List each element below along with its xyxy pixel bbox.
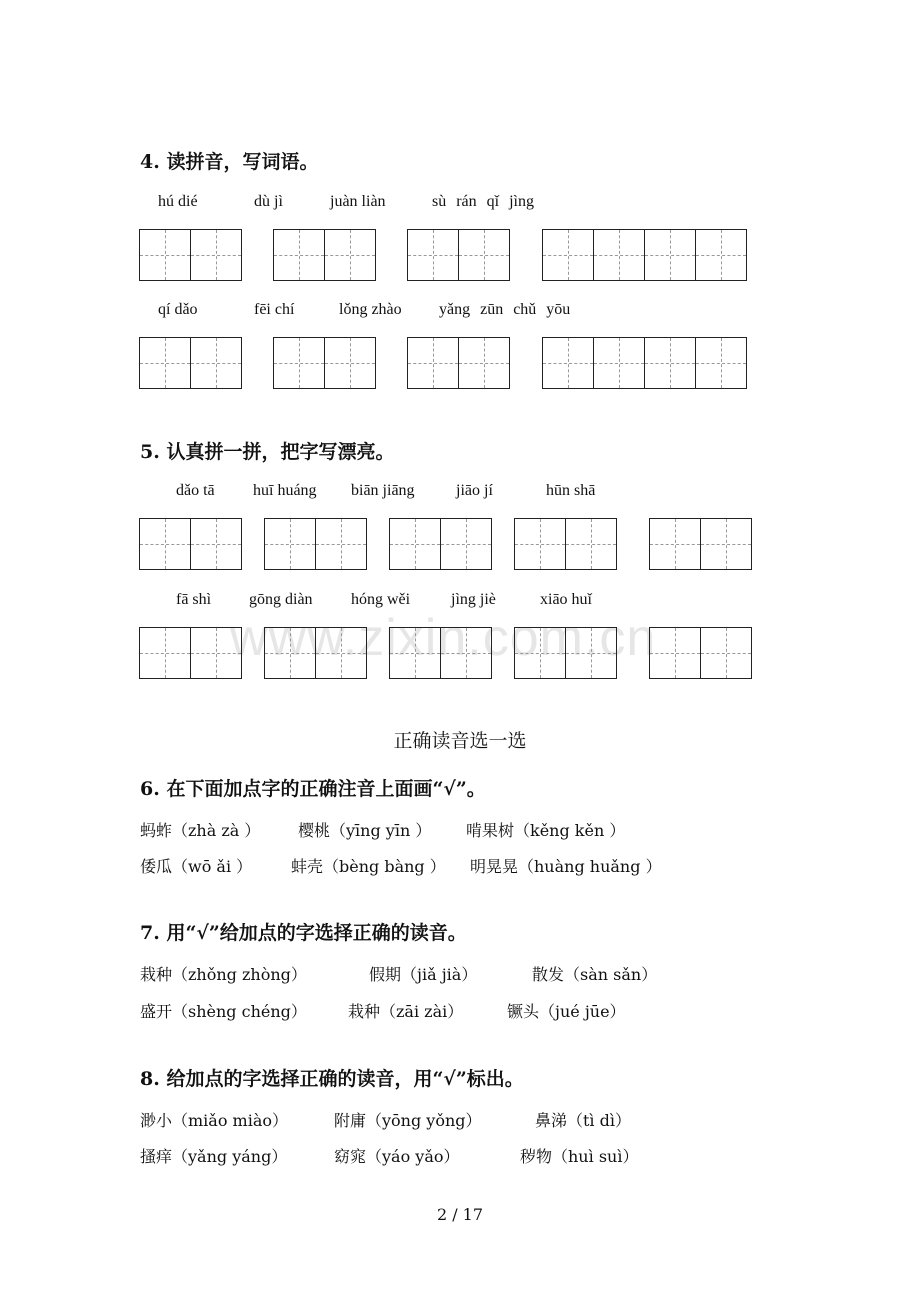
option-item: 秽物（huì suì） bbox=[520, 1147, 639, 1166]
option-item: 栽种（zāi zài） bbox=[348, 1002, 464, 1021]
option-item: 渺小（miǎo miào） bbox=[140, 1111, 289, 1130]
writing-grid[interactable] bbox=[542, 337, 747, 389]
option-item: 栽种（zhǒng zhòng） bbox=[140, 965, 307, 984]
option-item: 镢头（jué jūe） bbox=[507, 1002, 626, 1021]
option-item: 搔痒（yǎng yáng） bbox=[140, 1147, 288, 1166]
writing-grid[interactable] bbox=[139, 518, 242, 570]
writing-grid[interactable] bbox=[514, 518, 617, 570]
writing-grid[interactable] bbox=[273, 229, 376, 281]
pinyin: hóng wěi bbox=[351, 591, 411, 608]
option-item: 假期（jiǎ jià） bbox=[369, 965, 478, 984]
writing-grid[interactable] bbox=[407, 229, 510, 281]
section-title: 正确读音选一选 bbox=[393, 730, 527, 752]
option-item: 窈窕（yáo yǎo） bbox=[334, 1147, 460, 1166]
writing-grid[interactable] bbox=[264, 518, 367, 570]
question-8-title: 8. 给加点的字选择正确的读音，用“√”标出。 bbox=[140, 1068, 524, 1090]
option-item: 樱桃（yīng yīn ） bbox=[298, 821, 432, 840]
question-7-title: 7. 用“√”给加点的字选择正确的读音。 bbox=[140, 922, 467, 944]
pinyin: dù jì bbox=[254, 193, 283, 210]
pinyin: xiāo huǐ bbox=[540, 591, 592, 608]
pinyin: hūn shā bbox=[546, 482, 596, 499]
option-item: 盛开（shèng chéng） bbox=[140, 1002, 307, 1021]
pinyin: sù rán qǐ jìng bbox=[432, 193, 534, 210]
writing-grid[interactable] bbox=[514, 627, 617, 679]
pinyin: yǎng zūn chǔ yōu bbox=[439, 301, 571, 318]
writing-grid[interactable] bbox=[542, 229, 747, 281]
writing-grid[interactable] bbox=[139, 337, 242, 389]
pinyin: lǒng zhào bbox=[339, 301, 402, 318]
writing-grid[interactable] bbox=[649, 518, 752, 570]
writing-grid[interactable] bbox=[389, 518, 492, 570]
option-item: 鼻涕（tì dì） bbox=[535, 1111, 631, 1130]
pinyin: juàn liàn bbox=[330, 193, 386, 210]
writing-grid[interactable] bbox=[264, 627, 367, 679]
option-item: 明晃晃（huàng huǎng ） bbox=[470, 857, 662, 876]
writing-grid[interactable] bbox=[407, 337, 510, 389]
writing-grid[interactable] bbox=[389, 627, 492, 679]
watermark: www.zixin.com.cn bbox=[230, 609, 657, 667]
writing-grid[interactable] bbox=[649, 627, 752, 679]
pinyin: huī huáng bbox=[253, 482, 317, 499]
question-6-title: 6. 在下面加点字的正确注音上面画“√”。 bbox=[140, 778, 486, 800]
pinyin: fā shì bbox=[176, 591, 212, 608]
option-item: 散发（sàn sǎn） bbox=[532, 965, 658, 984]
writing-grid[interactable] bbox=[139, 627, 242, 679]
option-item: 蚌壳（bèng bàng ） bbox=[291, 857, 446, 876]
option-item: 附庸（yōng yǒng） bbox=[334, 1111, 482, 1130]
pinyin: biān jiāng bbox=[351, 482, 415, 499]
page-number: 2 / 17 bbox=[436, 1205, 484, 1224]
option-item: 倭瓜（wō ǎi ） bbox=[140, 857, 253, 876]
pinyin: dǎo tā bbox=[176, 482, 215, 499]
question-5-title: 5. 认真拼一拼，把字写漂亮。 bbox=[140, 441, 395, 463]
pinyin: jìng jiè bbox=[451, 591, 496, 608]
option-item: 蚂蚱（zhà zà ） bbox=[140, 821, 261, 840]
writing-grid[interactable] bbox=[139, 229, 242, 281]
writing-grid[interactable] bbox=[273, 337, 376, 389]
pinyin: jiāo jí bbox=[456, 482, 493, 499]
pinyin: hú dié bbox=[158, 193, 198, 210]
option-item: 啃果树（kěng kěn ） bbox=[466, 821, 626, 840]
pinyin: fēi chí bbox=[254, 301, 295, 318]
pinyin: gōng diàn bbox=[249, 591, 313, 608]
pinyin: qí dǎo bbox=[158, 301, 198, 318]
question-4-title: 4. 读拼音，写词语。 bbox=[140, 151, 319, 173]
